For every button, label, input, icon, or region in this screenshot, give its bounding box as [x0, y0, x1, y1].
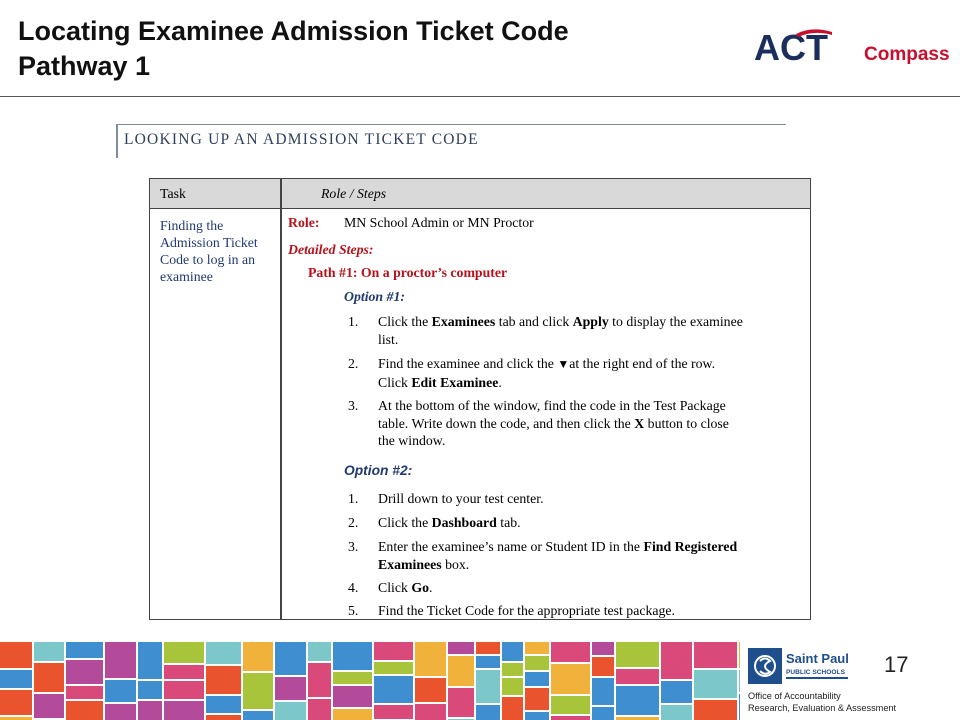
mosaic-tile	[333, 672, 372, 684]
office-line-2: Research, Evaluation & Assessment	[748, 703, 897, 713]
mosaic-tile	[34, 642, 64, 661]
saint-paul-public-schools-logo	[748, 646, 850, 686]
mosaic-tile	[525, 672, 549, 686]
sp-logo-name: Saint Paul	[786, 651, 849, 666]
mosaic-tile	[275, 677, 306, 700]
mosaic-tile	[525, 656, 549, 670]
mosaic-tile	[164, 665, 204, 679]
mosaic-tile	[592, 707, 614, 720]
task-line: examinee	[160, 269, 213, 284]
step-text: Find the Ticket Code for the appropriate test package.	[378, 603, 675, 618]
mosaic-tile	[243, 711, 273, 720]
step-number: 2.	[348, 356, 359, 371]
task-description	[160, 217, 275, 285]
mosaic-tile	[502, 697, 523, 720]
sp-logo-subtitle: PUBLIC SCHOOLS	[786, 669, 845, 676]
mosaic-tile	[415, 704, 446, 720]
slide-title-line-2: Pathway 1	[18, 51, 151, 81]
mosaic-tile	[333, 709, 372, 720]
mosaic-tile	[551, 696, 590, 714]
mosaic-tile	[105, 680, 136, 702]
role-line	[288, 215, 534, 231]
mosaic-tile	[525, 688, 549, 710]
mosaic-tile	[66, 642, 103, 658]
mosaic-tile	[551, 716, 590, 720]
mosaic-tile	[206, 666, 241, 694]
mosaic-tile	[164, 701, 204, 720]
detailed-steps-label: Detailed Steps:	[288, 242, 374, 257]
mosaic-tile	[105, 704, 136, 720]
mosaic-tile	[661, 642, 692, 679]
step-number: 2.	[348, 515, 359, 530]
mosaic-tile	[66, 686, 103, 699]
footer-mosaic	[0, 642, 740, 720]
mosaic-tile	[476, 656, 500, 668]
mosaic-tile	[164, 681, 204, 699]
slide-title-line-1: Locating Examinee Admission Ticket Code	[18, 16, 569, 46]
mosaic-tile	[333, 642, 372, 670]
mosaic-tile	[694, 642, 737, 668]
header-role-steps: Role / Steps	[321, 186, 387, 201]
mosaic-tile	[415, 678, 446, 702]
mosaic-tile	[739, 694, 740, 720]
mosaic-tile	[551, 642, 590, 662]
mosaic-tile	[164, 642, 204, 663]
step-number: 1.	[348, 314, 359, 329]
mosaic-tile	[206, 696, 241, 713]
mosaic-tile	[275, 702, 306, 720]
mosaic-tile	[661, 705, 692, 720]
mosaic-tile	[525, 642, 549, 654]
step-number: 5.	[348, 603, 359, 618]
mosaic-tile	[34, 694, 64, 718]
path-label: Path #1: On a proctor’s computer	[308, 265, 508, 280]
mosaic-tile	[502, 663, 523, 676]
task-line: Finding the	[160, 218, 224, 233]
mosaic-tile	[333, 686, 372, 707]
mosaic-tile	[308, 663, 331, 697]
mosaic-tile	[275, 642, 306, 675]
office-caption	[748, 690, 896, 714]
mosaic-tile	[616, 686, 659, 715]
heading-accent-bar	[116, 124, 118, 158]
role-label: Role:	[288, 215, 320, 230]
table-header-row	[150, 179, 810, 209]
mosaic-tile	[448, 642, 474, 654]
act-compass-logo	[752, 24, 952, 72]
mosaic-tile	[206, 715, 241, 720]
step-number: 3.	[348, 539, 359, 554]
mosaic-tile	[616, 642, 659, 667]
step-text: Click Go.	[378, 580, 433, 595]
mosaic-tile	[374, 676, 413, 703]
step-text: Enter the examinee’s name or Student ID in the Find Registered Examinees box.	[378, 539, 738, 572]
slide-number: 17	[884, 652, 909, 677]
mosaic-tile	[138, 701, 162, 720]
role-value: MN School Admin or MN Proctor	[344, 215, 534, 230]
mosaic-tile	[34, 663, 64, 692]
mosaic-tile	[592, 657, 614, 676]
task-line: Admission Ticket	[160, 235, 258, 250]
mosaic-tile	[374, 705, 413, 719]
mosaic-tile	[739, 670, 740, 692]
mosaic-tile	[502, 642, 523, 661]
step-number: 1.	[348, 491, 359, 506]
step-text: Click the Dashboard tab.	[378, 515, 521, 530]
mosaic-tile	[138, 681, 162, 699]
mosaic-tile	[0, 690, 32, 715]
mosaic-tile	[448, 688, 474, 717]
mosaic-tile	[694, 670, 737, 698]
mosaic-tile	[243, 673, 273, 709]
mosaic-tile	[592, 678, 614, 705]
logo-compass-text: Compass	[864, 44, 950, 65]
mosaic-tile	[415, 642, 446, 676]
mosaic-tile	[448, 656, 474, 686]
option-2-label: Option #2:	[344, 463, 413, 478]
mosaic-tile	[661, 681, 692, 703]
step-text: Click the Examinees tab and click Apply to display the examinee list.	[378, 314, 743, 347]
mosaic-tile	[0, 642, 32, 668]
mosaic-tile	[66, 701, 103, 720]
step-text: Drill down to your test center.	[378, 491, 544, 506]
logo-act-text: ACT	[754, 27, 828, 68]
document-heading: LOOKING UP AN ADMISSION TICKET CODE	[124, 131, 479, 148]
mosaic-tile	[476, 642, 500, 654]
mosaic-tile	[105, 642, 136, 678]
mosaic-tile	[476, 670, 500, 703]
mosaic-tile	[0, 670, 32, 688]
header-task: Task	[160, 186, 186, 201]
mosaic-tile	[525, 712, 549, 720]
mosaic-tile	[308, 699, 331, 720]
sp-logo-underline	[786, 677, 848, 679]
mosaic-tile	[66, 660, 103, 684]
title-divider	[0, 96, 960, 97]
slide-title	[18, 14, 718, 84]
step-text: Find the examinee and click the ▼at the right end of the row. Click Edit Examinee.	[378, 356, 716, 390]
heading-rule	[116, 124, 786, 125]
step-number: 3.	[348, 398, 359, 413]
mosaic-tile	[616, 669, 659, 684]
steps-table	[149, 178, 811, 620]
mosaic-tile	[206, 642, 241, 664]
mosaic-tile	[476, 705, 500, 720]
mosaic-tile	[592, 642, 614, 655]
mosaic-tile	[502, 678, 523, 695]
mosaic-tile	[374, 662, 413, 674]
mosaic-tile	[694, 700, 737, 720]
step-number: 4.	[348, 580, 359, 595]
step-text: At the bottom of the window, find the code in the Test Package table. Write down the code, and then click the X button to close the window.	[378, 398, 729, 448]
option-1-label: Option #1:	[344, 289, 405, 304]
mosaic-tile	[551, 664, 590, 694]
task-line: Code to log in an	[160, 252, 256, 267]
office-line-1: Office of Accountability	[748, 691, 841, 701]
mosaic-tile	[138, 642, 162, 679]
column-divider	[280, 179, 282, 619]
mosaic-tile	[308, 642, 331, 661]
mosaic-tile	[243, 642, 273, 671]
mosaic-tile	[374, 642, 413, 660]
mosaic-tile	[739, 642, 740, 668]
